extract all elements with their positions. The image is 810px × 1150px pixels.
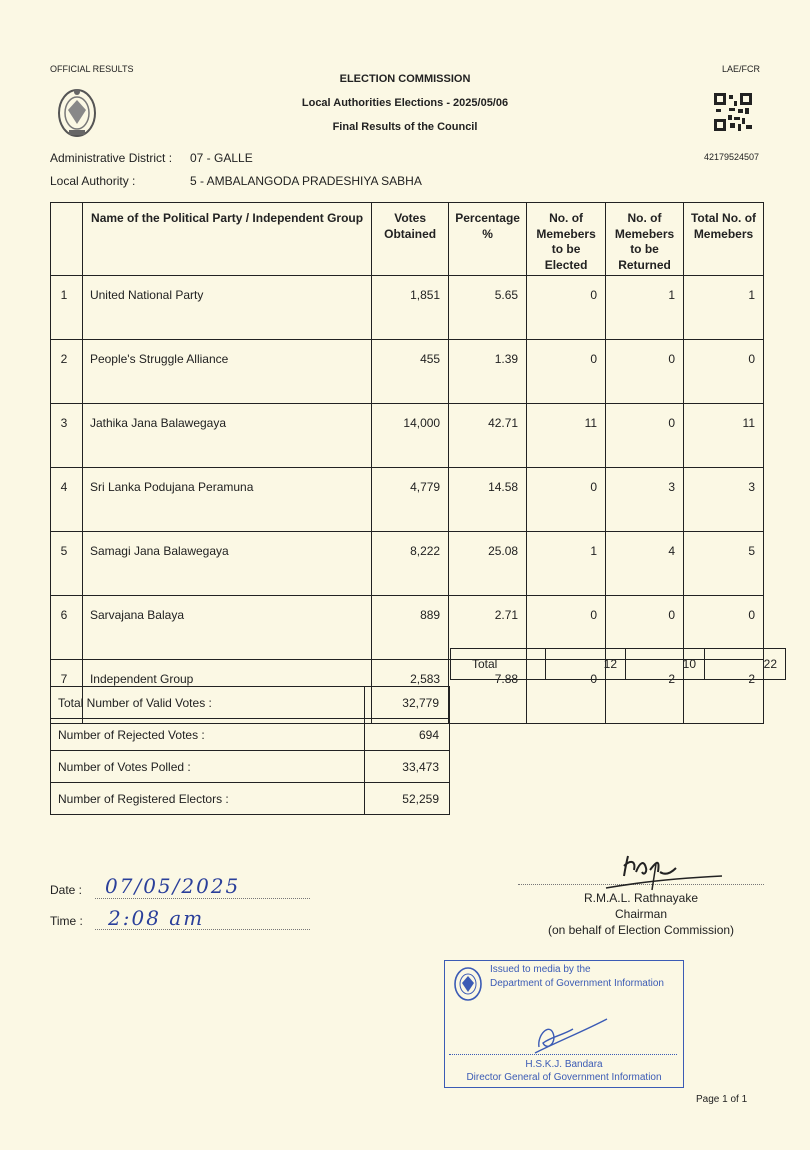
summary-row <box>51 783 450 815</box>
members-returned: 0 <box>606 340 684 404</box>
column-header-returned: No. of Memebers to be Returned <box>606 203 684 276</box>
director-title: Director General of Government Information <box>466 1072 662 1083</box>
party-name: Independent Group <box>82 660 371 724</box>
votes-obtained: 889 <box>372 596 449 660</box>
row-number: 2 <box>51 340 83 404</box>
vote-percentage: 5.65 <box>449 276 527 340</box>
time-label: Time : <box>50 914 83 928</box>
row-number: 6 <box>51 596 83 660</box>
column-header-number <box>51 203 83 276</box>
stamp-signature-line <box>449 1054 677 1055</box>
vote-summary-table <box>50 686 450 815</box>
totals-table <box>450 648 786 680</box>
totals-row <box>451 649 786 680</box>
members-elected: 0 <box>527 468 606 532</box>
table-row <box>51 340 764 404</box>
table-row <box>51 532 764 596</box>
members-returned: 4 <box>606 532 684 596</box>
document-title: ELECTION COMMISSION <box>339 73 471 85</box>
votes-obtained: 455 <box>372 340 449 404</box>
members-total: 0 <box>684 340 764 404</box>
qr-code-icon <box>714 93 752 131</box>
stamp-emblem-icon <box>453 965 483 1003</box>
authority-value: 5 - AMBALANGODA PRADESHIYA SABHA <box>190 174 422 188</box>
members-elected: 1 <box>527 532 606 596</box>
totals-total: 22 <box>705 649 786 680</box>
members-returned: 3 <box>606 468 684 532</box>
chairman-title: Chairman <box>614 907 668 921</box>
time-handwritten: 2:08 am <box>108 906 205 930</box>
registered-electors-value: 52,259 <box>364 783 449 815</box>
chairman-name: R.M.A.L. Rathnayake <box>583 891 699 905</box>
votes-obtained: 1,851 <box>372 276 449 340</box>
vote-percentage: 25.08 <box>449 532 527 596</box>
column-header-elected: No. of Memebers to be Elected <box>527 203 606 276</box>
members-elected: 0 <box>527 276 606 340</box>
party-name: Sarvajana Balaya <box>82 596 371 660</box>
date-handwritten: 07/05/2025 <box>105 874 241 898</box>
date-label: Date : <box>50 883 83 897</box>
votes-obtained: 8,222 <box>372 532 449 596</box>
rejected-votes-label: Number of Rejected Votes : <box>51 719 365 751</box>
chairman-signature-icon <box>600 842 730 892</box>
document-subtitle: Local Authorities Elections - 2025/05/06 <box>301 97 509 109</box>
district-value: 07 - GALLE <box>190 151 253 165</box>
table-header-row <box>51 203 764 276</box>
valid-votes-label: Total Number of Valid Votes : <box>51 687 365 719</box>
members-elected: 11 <box>527 404 606 468</box>
vote-percentage: 1.39 <box>449 340 527 404</box>
national-emblem-icon <box>56 86 98 140</box>
valid-votes-value: 32,779 <box>364 687 449 719</box>
totals-elected: 12 <box>546 649 626 680</box>
totals-label: Total <box>451 649 546 680</box>
members-elected: 0 <box>527 660 606 724</box>
column-header-party: Name of the Political Party / Independent Group <box>82 203 371 276</box>
row-number: 4 <box>51 468 83 532</box>
party-name: People's Struggle Alliance <box>82 340 371 404</box>
rejected-votes-value: 694 <box>364 719 449 751</box>
stamp-line-2: Department of Government Information <box>490 978 664 989</box>
reference-code: LAE/FCR <box>722 64 761 74</box>
column-header-percentage: Percentage % <box>449 203 527 276</box>
votes-obtained: 4,779 <box>372 468 449 532</box>
members-total: 2 <box>684 660 764 724</box>
director-signature-icon <box>529 1017 609 1057</box>
table-row <box>51 404 764 468</box>
table-row <box>51 276 764 340</box>
members-returned: 2 <box>606 660 684 724</box>
members-total: 0 <box>684 596 764 660</box>
members-total: 3 <box>684 468 764 532</box>
document-number: 42179524507 <box>704 152 760 162</box>
party-name: Jathika Jana Balawegaya <box>82 404 371 468</box>
stamp-line-1: Issued to media by the <box>490 964 591 975</box>
date-line <box>95 898 310 899</box>
vote-percentage: 7.88 <box>449 660 527 724</box>
chairman-note: (on behalf of Election Commission) <box>547 923 735 937</box>
table-row <box>51 468 764 532</box>
document-sub-subtitle: Final Results of the Council <box>332 121 478 133</box>
vote-percentage: 42.71 <box>449 404 527 468</box>
row-number: 3 <box>51 404 83 468</box>
registered-electors-label: Number of Registered Electors : <box>51 783 365 815</box>
members-total: 11 <box>684 404 764 468</box>
party-name: Sri Lanka Podujana Peramuna <box>82 468 371 532</box>
summary-row <box>51 687 450 719</box>
members-elected: 0 <box>527 596 606 660</box>
members-total: 5 <box>684 532 764 596</box>
vote-percentage: 2.71 <box>449 596 527 660</box>
page-number: Page 1 of 1 <box>696 1094 748 1105</box>
column-header-votes: Votes Obtained <box>372 203 449 276</box>
members-total: 1 <box>684 276 764 340</box>
authority-label: Local Authority : <box>50 174 136 188</box>
column-header-total: Total No. of Memebers <box>684 203 764 276</box>
votes-obtained: 14,000 <box>372 404 449 468</box>
row-number: 1 <box>51 276 83 340</box>
row-number: 7 <box>51 660 83 724</box>
party-name: United National Party <box>82 276 371 340</box>
official-results-label: OFFICIAL RESULTS <box>50 64 134 74</box>
party-name: Samagi Jana Balawegaya <box>82 532 371 596</box>
summary-row <box>51 719 450 751</box>
members-returned: 0 <box>606 596 684 660</box>
row-number: 5 <box>51 532 83 596</box>
votes-obtained: 2,583 <box>372 660 449 724</box>
vote-percentage: 14.58 <box>449 468 527 532</box>
members-returned: 0 <box>606 404 684 468</box>
results-table <box>50 202 764 724</box>
members-returned: 1 <box>606 276 684 340</box>
votes-polled-value: 33,473 <box>364 751 449 783</box>
totals-returned: 10 <box>626 649 705 680</box>
media-issue-stamp <box>444 960 684 1088</box>
district-label: Administrative District : <box>50 151 173 165</box>
director-name: H.S.K.J. Bandara <box>525 1059 603 1070</box>
summary-row <box>51 751 450 783</box>
votes-polled-label: Number of Votes Polled : <box>51 751 365 783</box>
members-elected: 0 <box>527 340 606 404</box>
